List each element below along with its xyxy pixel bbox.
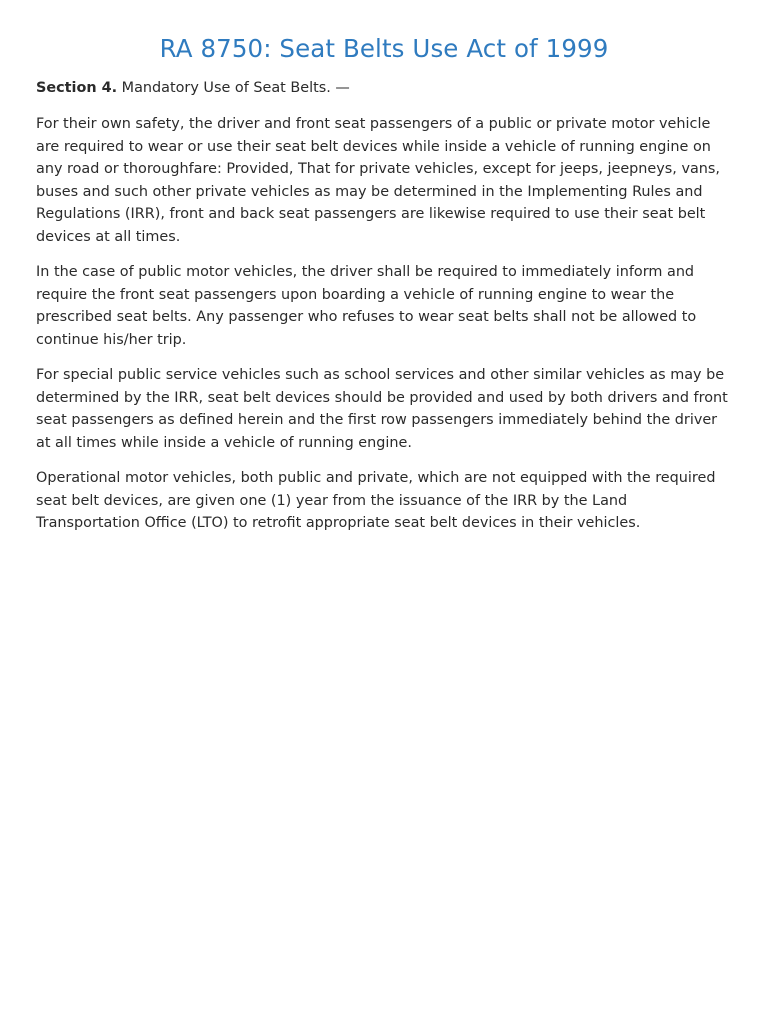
section-number: Section 4.: [36, 80, 118, 96]
paragraph-1: For their own safety, the driver and front seat passengers of a public or private motor vehicle are required to wear or use their seat belt devices while inside a vehicle of running engine on any road or thoroughfare: Provided, That for private vehicles, except for jeeps, jeepneys, vans, buses and such other private vehicles as may be determined in the Implementing Rules and Regulations (IRR), front and back seat passengers are likewise required to use their seat belt devices at all times.: [36, 116, 720, 245]
section-title: Mandatory Use of Seat Belts. —: [121, 80, 350, 96]
paragraph-4: Operational motor vehicles, both public and private, which are not equipped with the required seat belt devices, are given one (1) year from the issuance of the IRR by the Land Transportation Office (LTO) to retrofit appropriate seat belt devices in their vehicles.: [36, 470, 716, 531]
page-title: RA 8750: Seat Belts Use Act of 1999: [159, 34, 609, 63]
paragraph-2: In the case of public motor vehicles, the driver shall be required to immediately inform and require the front seat passengers upon boarding a vehicle of running engine to wear the prescribed seat belts. Any passenger who refuses to wear seat belts shall not be allowed to continue his/her trip.: [36, 264, 697, 348]
section-heading: [36, 77, 732, 100]
paragraph-3: For special public service vehicles such as school services and other similar vehicles as may be determined by the IRR, seat belt devices should be provided and used by both drivers and front seat passengers as defined herein and the first row passengers immediately behind the driver at all times while inside a vehicle of running engine.: [36, 367, 728, 451]
